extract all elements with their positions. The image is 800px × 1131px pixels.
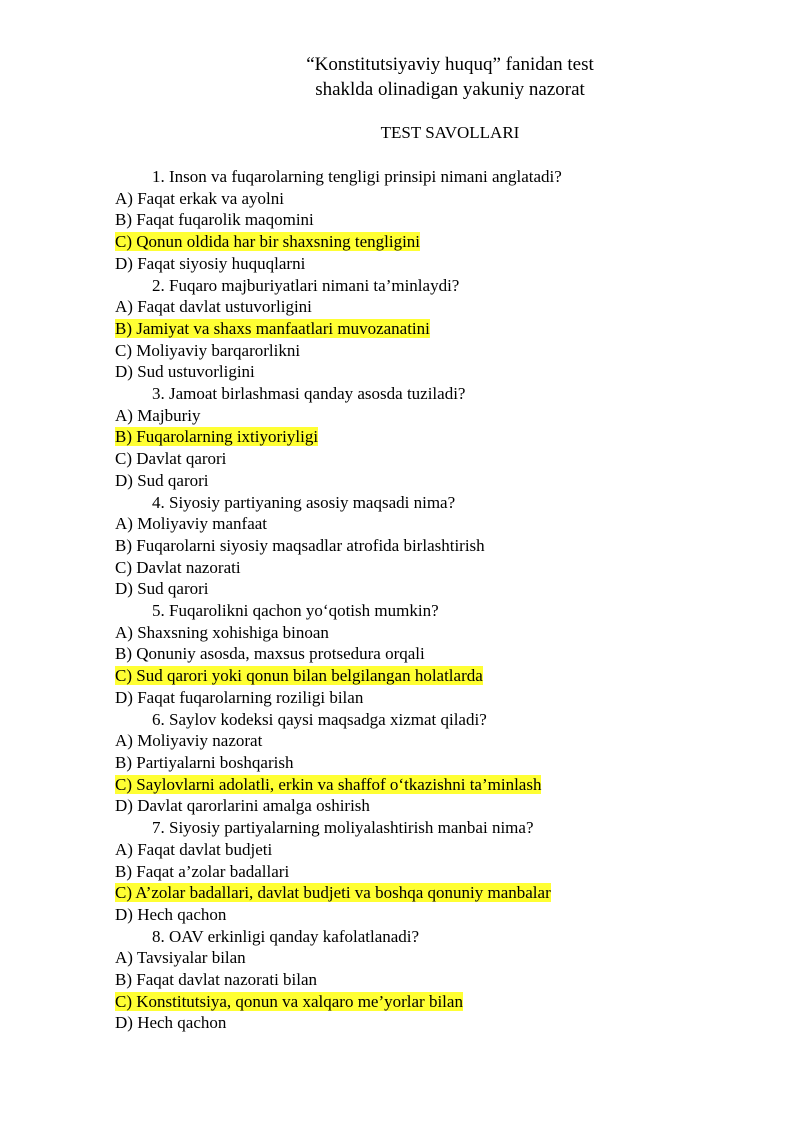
answer-option-text: D) Sud qarori	[115, 579, 209, 599]
title-line-2: shaklda olinadigan yakuniy nazorat	[315, 79, 585, 100]
answer-option-highlighted	[115, 426, 755, 448]
answer-option-text: B) Qonuniy asosda, maxsus protsedura orqali	[115, 644, 425, 664]
answer-option-highlighted	[115, 774, 755, 796]
answer-option-text: B) Faqat davlat nazorati bilan	[115, 970, 318, 990]
answer-option-text: D) Sud ustuvorligini	[115, 362, 255, 382]
answer-option-text: D) Davlat qarorlarini amalga oshirish	[115, 796, 370, 816]
answer-option	[115, 687, 755, 709]
document-title	[160, 52, 740, 102]
answer-option	[115, 947, 755, 969]
question-list	[115, 166, 755, 1034]
answer-option-highlighted	[115, 318, 755, 340]
question-text: 5. Fuqarolikni qachon yo‘qotish mumkin?	[152, 601, 439, 621]
answer-option	[115, 188, 755, 210]
answer-option	[115, 578, 755, 600]
answer-option	[115, 340, 755, 362]
answer-option	[115, 253, 755, 275]
answer-option	[115, 361, 755, 383]
answer-option-text: A) Majburiy	[115, 405, 201, 425]
answer-option-text: D) Hech qachon	[115, 1013, 227, 1033]
question-text: 6. Saylov kodeksi qaysi maqsadga xizmat qiladi?	[152, 709, 487, 729]
answer-option	[115, 405, 755, 427]
answer-option-text: D) Hech qachon	[115, 904, 227, 924]
answer-option-text: D) Faqat fuqarolarning roziligi bilan	[115, 687, 364, 707]
answer-option-highlighted	[115, 882, 755, 904]
answer-option-text: C) Davlat qarori	[115, 449, 227, 469]
answer-option	[115, 730, 755, 752]
answer-option-highlighted	[115, 231, 755, 253]
answer-option-text: C) Qonun oldida har bir shaxsning tengligini	[115, 232, 421, 252]
answer-option-text: C) Konstitutsiya, qonun va xalqaro me’yorlar bilan	[115, 991, 463, 1011]
answer-option	[115, 1012, 755, 1034]
question-text: 3. Jamoat birlashmasi qanday asosda tuziladi?	[152, 384, 466, 404]
answer-option	[115, 535, 755, 557]
answer-option-text: B) Fuqarolarning ixtiyoriyligi	[115, 427, 319, 447]
question-text: 8. OAV erkinligi qanday kafolatlanadi?	[152, 926, 420, 946]
answer-option-text: B) Jamiyat va shaxs manfaatlari muvozanatini	[115, 318, 430, 338]
answer-option	[115, 448, 755, 470]
answer-option-text: B) Faqat a’zolar badallari	[115, 861, 290, 881]
answer-option-highlighted	[115, 991, 755, 1013]
answer-option-text: A) Faqat davlat ustuvorligini	[115, 297, 312, 317]
answer-option	[115, 643, 755, 665]
answer-option	[115, 296, 755, 318]
section-heading: TEST SAVOLLARI	[380, 123, 520, 142]
title-line-1: “Konstitutsiyaviy huquq” fanidan test	[306, 54, 594, 75]
question-text: 4. Siyosiy partiyaning asosiy maqsadi nima?	[152, 492, 456, 512]
answer-option-text: C) Davlat nazorati	[115, 557, 241, 577]
answer-option	[115, 513, 755, 535]
answer-option-text: C) Moliyaviy barqarorlikni	[115, 340, 301, 360]
answer-option	[115, 622, 755, 644]
answer-option-text: A) Faqat erkak va ayolni	[115, 188, 284, 208]
answer-option	[115, 969, 755, 991]
answer-option-text: B) Fuqarolarni siyosiy maqsadlar atrofida birlashtirish	[115, 535, 485, 555]
answer-option	[115, 470, 755, 492]
answer-option	[115, 795, 755, 817]
answer-option	[115, 752, 755, 774]
answer-option-highlighted	[115, 665, 755, 687]
answer-option	[115, 861, 755, 883]
question-text: 1. Inson va fuqarolarning tengligi prinsipi nimani anglatadi?	[152, 167, 562, 186]
answer-option	[115, 209, 755, 231]
question-text: 7. Siyosiy partiyalarning moliyalashtirish manbai nima?	[152, 818, 534, 838]
answer-option-text: A) Moliyaviy nazorat	[115, 731, 263, 751]
answer-option-text: A) Tavsiyalar bilan	[115, 948, 246, 968]
answer-option-text: D) Sud qarori	[115, 470, 209, 490]
answer-option-text: A) Moliyaviy manfaat	[115, 514, 268, 534]
answer-option	[115, 904, 755, 926]
answer-option	[115, 839, 755, 861]
answer-option-text: A) Shaxsning xohishiga binoan	[115, 622, 329, 642]
answer-option-text: D) Faqat siyosiy huquqlarni	[115, 253, 306, 273]
answer-option-text: C) Sud qarori yoki qonun bilan belgilangan holatlarda	[115, 666, 483, 686]
question-text: 2. Fuqaro majburiyatlari nimani ta’minlaydi?	[152, 275, 460, 295]
answer-option-text: C) A’zolar badallari, davlat budjeti va boshqa qonuniy manbalar	[115, 883, 551, 903]
answer-option	[115, 557, 755, 579]
answer-option-text: B) Faqat fuqarolik maqomini	[115, 210, 314, 230]
answer-option-text: B) Partiyalarni boshqarish	[115, 752, 294, 772]
answer-option-text: C) Saylovlarni adolatli, erkin va shaffof o‘tkazishni ta’minlash	[115, 774, 542, 794]
answer-option-text: A) Faqat davlat budjeti	[115, 839, 273, 859]
